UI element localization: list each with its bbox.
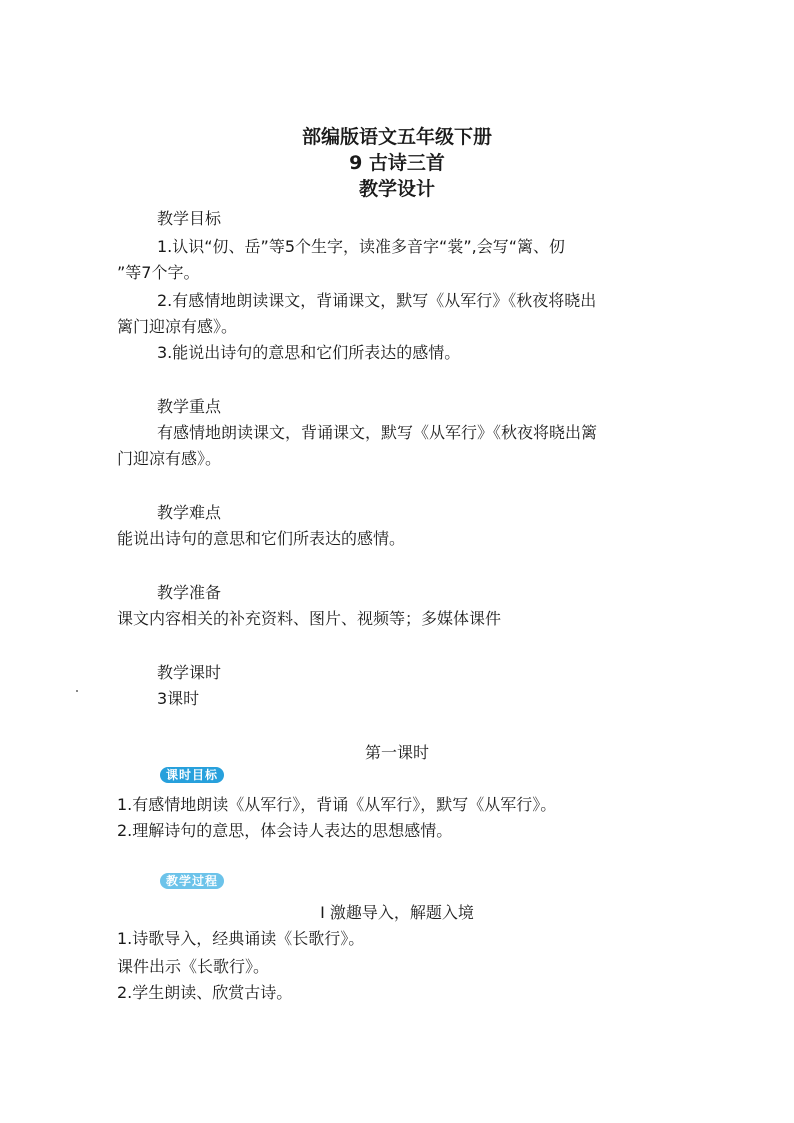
difficulties-heading: 教学难点 [157,503,222,522]
title-book: 部编版语文五年级下册 [301,126,492,148]
objective-1-line-2: ”等7个字。 [117,263,200,282]
periods-text: 3课时 [157,689,200,708]
step-2: 2.学生朗读、欣赏古诗。 [117,983,293,1002]
key-points-heading: 教学重点 [157,397,222,416]
key-points-line-2: 门迎凉有感》。 [117,449,222,468]
lesson-goal-2: 2.理解诗句的意思，体会诗人表达的思想感情。 [117,821,453,840]
lesson-goal-1: 1.有感情地朗读《从军行》，背诵《从军行》，默写《从军行》。 [117,795,557,814]
objective-2-line-1: 2.有感情地朗读课文，背诵课文，默写《从军行》《秋夜将晓出 [157,291,597,310]
step-1: 1.诗歌导入，经典诵读《长歌行》。 [117,929,365,948]
stray-dot [76,690,78,692]
process-badge: 教学过程 [160,873,224,889]
difficulties-text: 能说出诗句的意思和它们所表达的感情。 [117,529,406,548]
preparation-text: 课文内容相关的补充资料、图片、视频等；多媒体课件 [117,609,502,628]
objective-2-line-2: 篱门迎凉有感》。 [117,317,238,336]
section-1-heading: Ⅰ 激趣导入，解题入境 [320,903,474,922]
lesson-goal-badge: 课时目标 [160,767,224,783]
periods-heading: 教学课时 [157,663,222,682]
title-lesson: 9 古诗三首 [349,152,445,174]
objective-3: 3.能说出诗句的意思和它们所表达的感情。 [157,343,461,362]
key-points-line-1: 有感情地朗读课文，背诵课文，默写《从军行》《秋夜将晓出篱 [157,423,598,442]
objective-1-line-1: 1.认识“仞、岳”等5个生字，读准多音字“裳”,会写“篱、仞 [157,237,565,256]
step-1-note: 课件出示《长歌行》。 [117,957,270,976]
document-title [0,124,794,202]
lesson-1-title: 第一课时 [364,743,429,762]
title-design: 教学设计 [358,178,435,200]
objectives-heading: 教学目标 [157,209,222,228]
preparation-heading: 教学准备 [157,583,222,602]
